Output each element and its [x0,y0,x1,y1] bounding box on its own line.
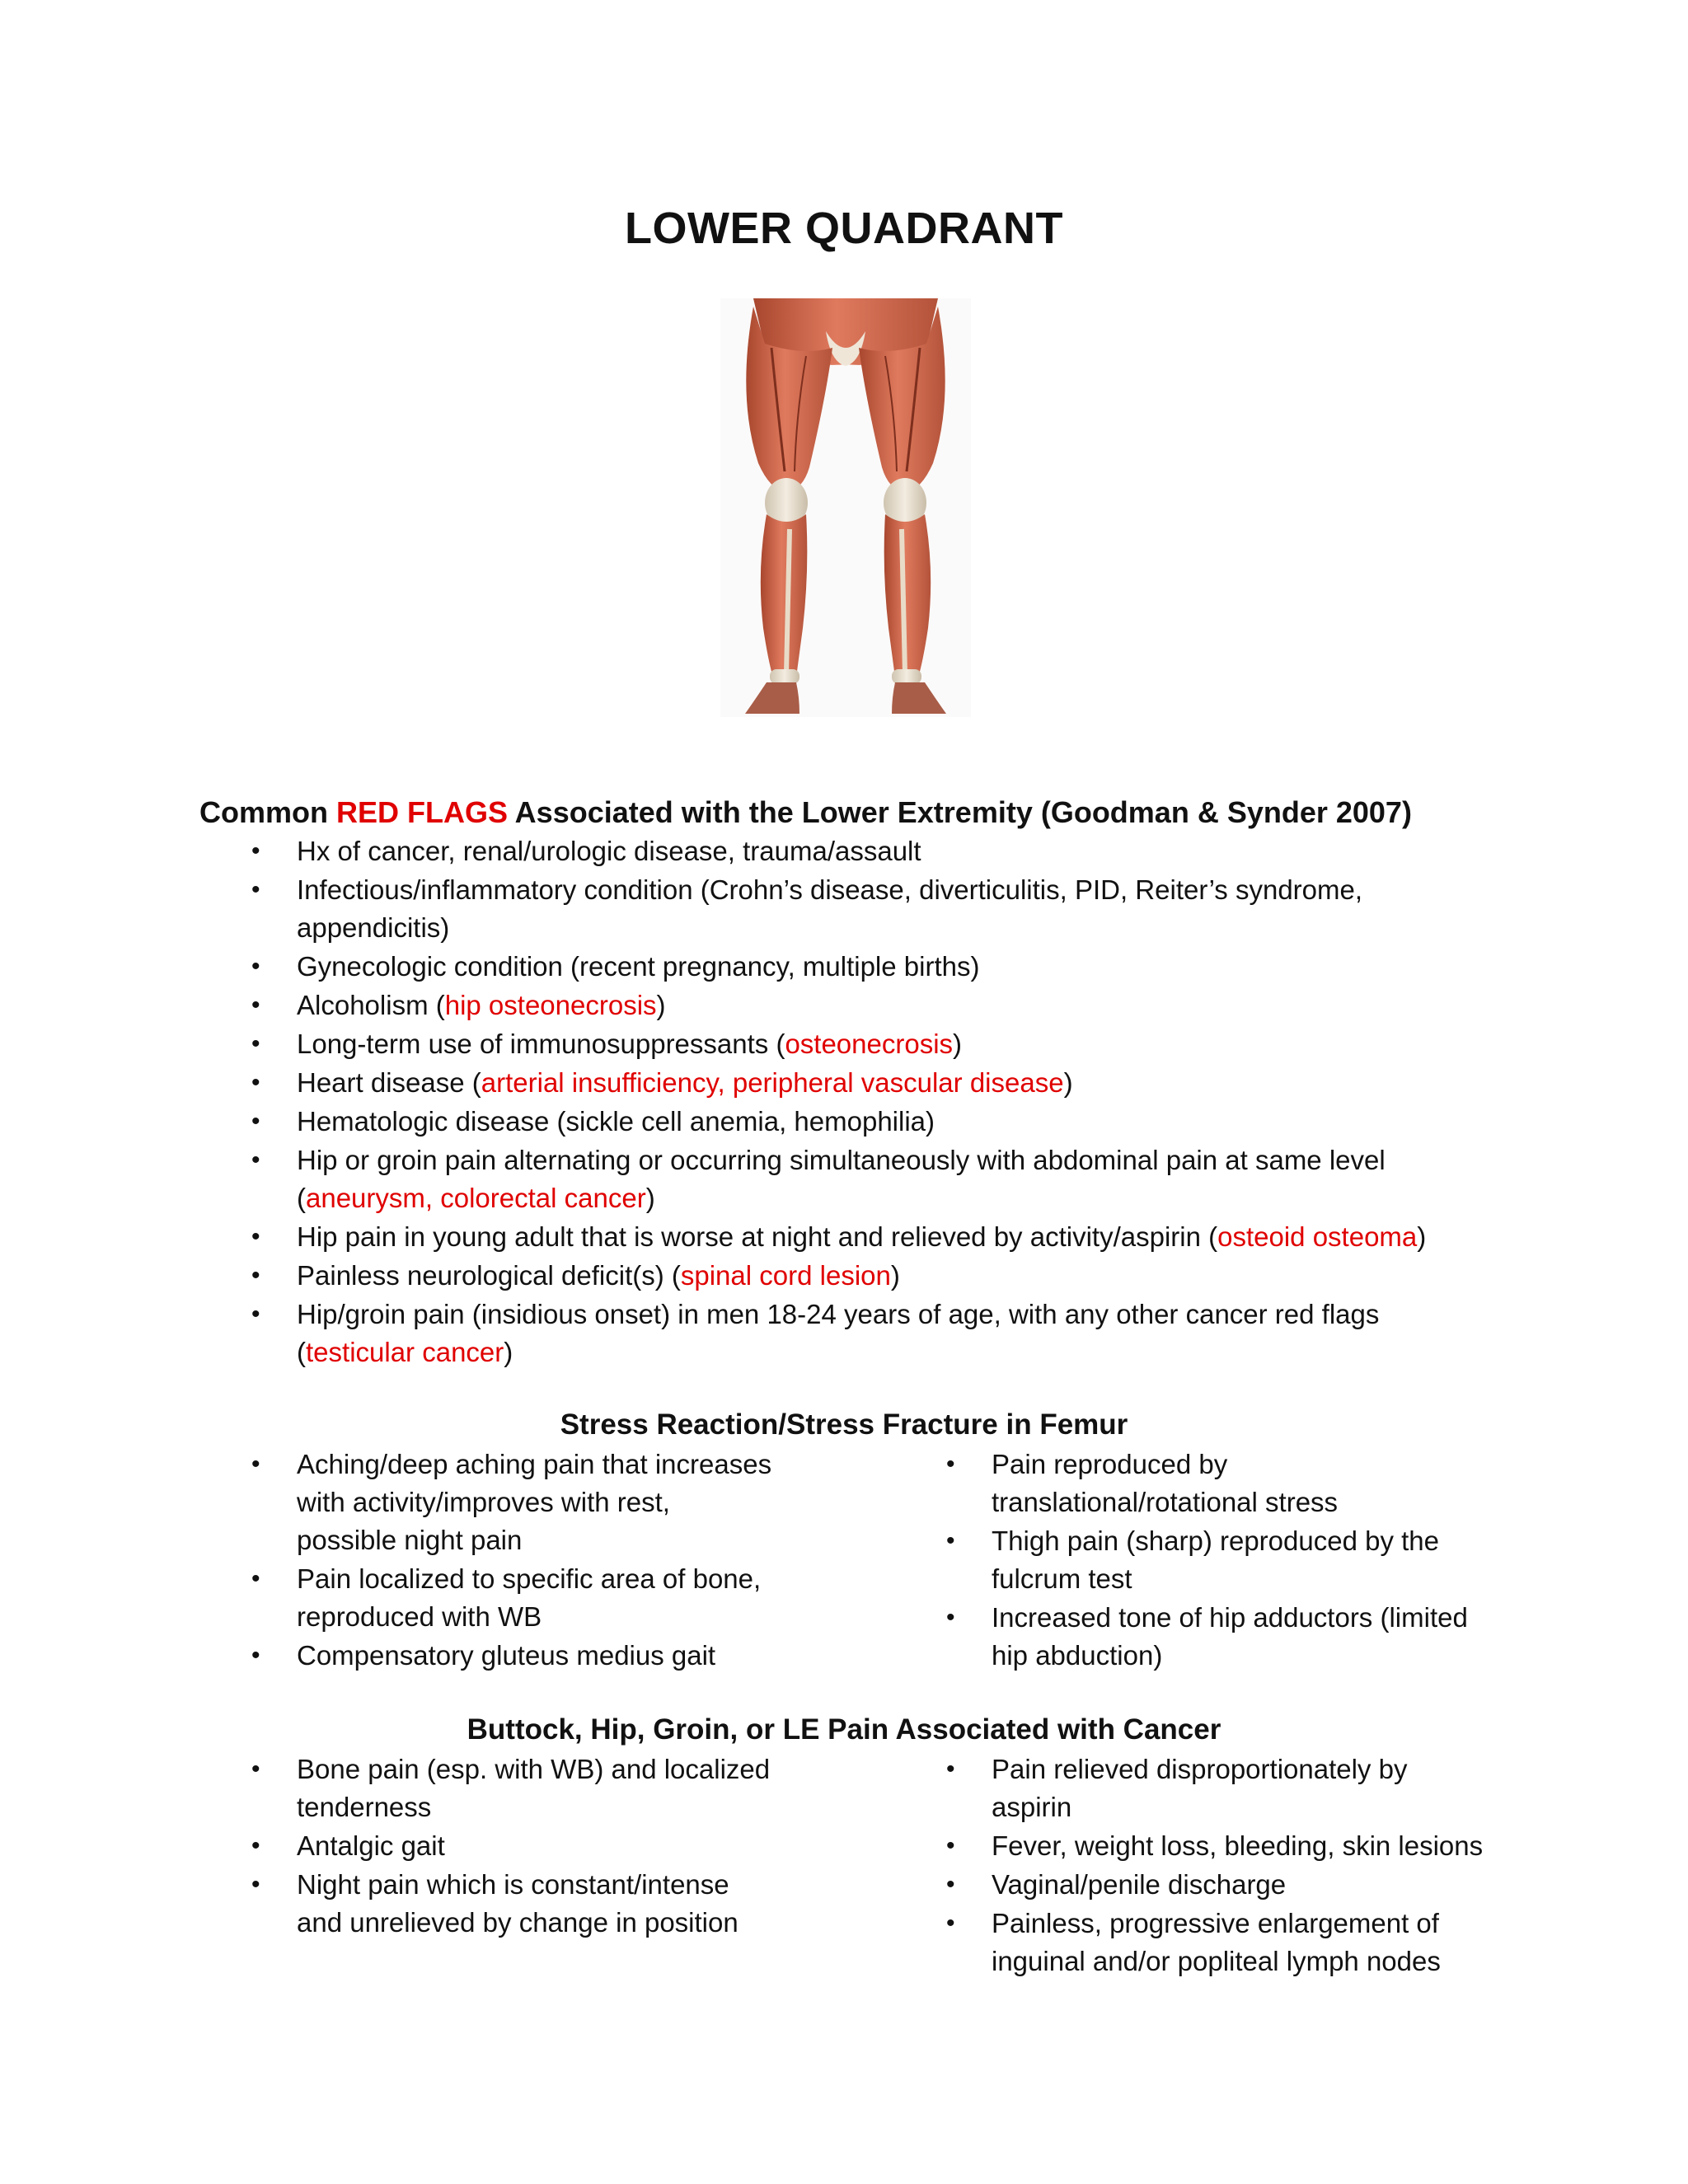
red-flag-line [297,909,1551,947]
red-flags-heading [199,793,1601,832]
cancer-item-line: Fever, weight loss, bleeding, skin lesions [992,1830,1484,1861]
red-flag-text: ) [656,990,666,1020]
cancer-item [894,1905,1570,1980]
red-flag-text: ) [1417,1221,1427,1252]
cancer-item [199,1750,875,1826]
red-flag-text: Hip pain in young adult that is worse at night and relieved by activity/aspirin ( [297,1221,1218,1252]
leg-muscles-illustration [720,298,971,717]
cancer-item-line: Antalgic gait [297,1830,445,1861]
page-title: LOWER QUADRANT [625,204,1063,253]
bullet-icon: • [251,991,260,1019]
cancer-list-right [894,1750,1570,1980]
bullet-icon: • [251,1451,260,1478]
cancer-item [199,1866,875,1942]
red-flag-item [199,948,1551,986]
stress-fracture-item-line: Increased tone of hip adductors (limited [992,1602,1468,1633]
red-flag-line [297,1218,1551,1256]
red-flag-item [199,1296,1551,1371]
bullet-icon: • [251,1146,260,1174]
red-flag-text: Painless neurological deficit(s) ( [297,1260,681,1291]
red-flag-text: Long-term use of immunosuppressants ( [297,1029,785,1059]
red-flag-text: Alcoholism ( [297,990,445,1020]
bullet-icon: • [251,837,260,865]
cancer-item [894,1750,1570,1826]
cancer-heading: Buttock, Hip, Groin, or LE Pain Associated with Cancer [467,1713,1221,1746]
stress-fracture-item [199,1637,875,1675]
stress-fracture-item [199,1446,875,1559]
red-flag-item [199,1218,1551,1256]
stress-fracture-item-line: Compensatory gluteus medius gait [297,1640,716,1671]
cancer-item-line: Bone pain (esp. with WB) and localized [297,1754,771,1784]
red-flag-item [199,1257,1551,1295]
bullet-icon: • [251,1755,260,1783]
stress-fracture-item [894,1522,1570,1598]
stress-fracture-item-line: with activity/improves with rest, [297,1487,670,1517]
red-flag-line [297,1141,1551,1179]
red-flag-text: Hip or groin pain alternating or occurring simultaneously with abdominal pain at same level [297,1145,1386,1175]
red-flag-condition: arterial insufficiency, peripheral vascular disease [481,1067,1064,1098]
stress-fracture-item-line: reproduced with WB [297,1601,542,1632]
red-flag-text: Hematologic disease (sickle cell anemia, hemophilia) [297,1106,935,1137]
red-flag-item [199,1064,1551,1102]
cancer-item-line: and unrelieved by change in position [297,1907,738,1938]
red-flag-line [297,832,1551,870]
bullet-icon: • [946,1871,955,1898]
stress-fracture-item-line: Aching/deep aching pain that increases [297,1449,772,1479]
red-flag-text: ( [297,1183,306,1213]
bullet-icon: • [251,1030,260,1057]
red-flag-text: Hip/groin pain (insidious onset) in men 18-24 years of age, with any other cancer red flags [297,1299,1380,1329]
red-flag-text: ) [1063,1067,1073,1098]
red-flag-item [199,987,1551,1024]
red-flag-condition: osteonecrosis [785,1029,954,1059]
stress-fracture-item-line: hip abduction) [992,1640,1163,1671]
stress-fracture-item-line: fulcrum test [992,1563,1132,1594]
cancer-item-line: Painless, progressive enlargement of [992,1908,1439,1938]
bullet-icon: • [251,1108,260,1135]
cancer-item-line: Pain relieved disproportionately by [992,1754,1408,1784]
cancer-item-line: tenderness [297,1792,432,1822]
stress-fracture-item-line: Pain localized to specific area of bone, [297,1563,762,1594]
bullet-icon: • [946,1451,955,1478]
red-flag-line [297,1064,1551,1102]
bullet-icon: • [946,1755,955,1783]
red-flag-text: appendicitis) [297,912,450,943]
bullet-icon: • [251,876,260,903]
red-flag-item [199,1025,1551,1063]
red-flag-condition: hip osteonecrosis [444,990,657,1020]
bullet-icon: • [946,1910,955,1937]
red-flag-item [199,871,1551,947]
bullet-icon: • [251,1871,260,1898]
bullet-icon: • [946,1604,955,1631]
red-flag-text: Gynecologic condition (recent pregnancy, multiple births) [297,951,980,982]
red-flag-condition: osteoid osteoma [1217,1221,1418,1252]
red-flag-text: Hx of cancer, renal/urologic disease, trauma/assault [297,836,921,866]
cancer-item [199,1827,875,1865]
bullet-icon: • [946,1527,955,1554]
red-flag-item [199,1141,1551,1217]
red-flag-line [297,1103,1551,1141]
red-flag-text: ( [297,1337,306,1367]
cancer-item-line: inguinal and/or popliteal lymph nodes [992,1946,1441,1976]
cancer-item [894,1866,1570,1904]
bullet-icon: • [251,1069,260,1096]
stress-fracture-list-right [894,1446,1570,1675]
stress-fracture-heading: Stress Reaction/Stress Fracture in Femur [560,1408,1128,1441]
bullet-icon: • [251,1565,260,1592]
red-flag-text: ) [645,1183,655,1213]
red-flag-line [297,1179,1551,1217]
bullet-icon: • [251,1642,260,1669]
red-flags-list [199,832,1551,1371]
stress-fracture-item-line: Pain reproduced by [992,1449,1228,1479]
bullet-icon: • [251,1262,260,1289]
cancer-item-line: aspirin [992,1792,1072,1822]
bullet-icon: • [251,1223,260,1250]
red-flag-condition: aneurysm, colorectal cancer [306,1183,646,1213]
stress-fracture-item-line: Thigh pain (sharp) reproduced by the [992,1526,1439,1556]
red-flag-condition: spinal cord lesion [680,1260,891,1291]
red-flag-line [297,871,1551,909]
stress-fracture-item-line: translational/rotational stress [992,1487,1339,1517]
red-flag-line [297,1296,1551,1333]
bullet-icon: • [251,1832,260,1859]
red-flag-text: ) [504,1337,513,1367]
red-flag-item [199,832,1551,870]
stress-fracture-item [894,1599,1570,1675]
bullet-icon: • [946,1832,955,1859]
stress-fracture-item-line: possible night pain [297,1525,523,1555]
red-flag-item [199,1103,1551,1141]
red-flag-text: ) [953,1029,963,1059]
cancer-list-left [199,1750,875,1942]
red-flag-line [297,1333,1551,1371]
red-flag-condition: testicular cancer [306,1337,504,1367]
heading-suffix: Associated with the Lower Extremity (Goodman & Synder 2007) [508,795,1412,829]
cancer-item [894,1827,1570,1865]
stress-fracture-item [199,1560,875,1636]
bullet-icon: • [251,1301,260,1328]
stress-fracture-list-left [199,1446,875,1675]
bullet-icon: • [251,953,260,980]
red-flag-text: Heart disease ( [297,1067,481,1098]
red-flag-line [297,1025,1551,1063]
cancer-item-line: Vaginal/penile discharge [992,1869,1287,1900]
stress-fracture-item [894,1446,1570,1521]
red-flag-line [297,987,1551,1024]
red-flag-line [297,948,1551,986]
red-flag-text: ) [890,1260,900,1291]
cancer-item-line: Night pain which is constant/intense [297,1869,729,1900]
heading-prefix: Common [199,795,336,829]
red-flags-highlight: RED FLAGS [336,795,509,829]
red-flag-text: Infectious/inflammatory condition (Crohn’s disease, diverticulitis, PID, Reiter’s syndrome, [297,874,1363,905]
red-flag-line [297,1257,1551,1295]
